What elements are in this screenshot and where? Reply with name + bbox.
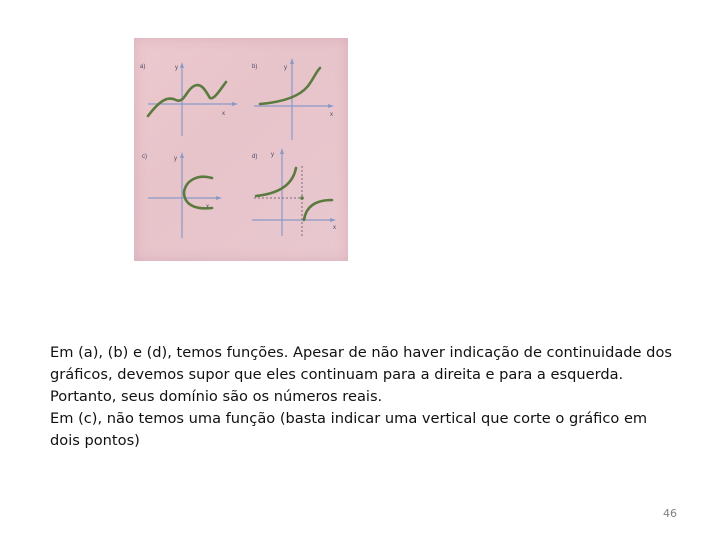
panel-b-y-label: y — [284, 65, 287, 71]
panel-b-curve — [260, 68, 320, 104]
panel-d-y-label: y — [271, 152, 274, 158]
panel-c-y-label: y — [174, 156, 177, 162]
panel-d-left-curve — [256, 168, 296, 196]
explanation-text — [50, 342, 690, 452]
panel-d-x-arrow — [330, 218, 336, 222]
panel-a-x-label: x — [222, 111, 225, 117]
panel-c — [142, 152, 222, 238]
panel-b-x-arrow — [328, 104, 334, 108]
text-line: Em (c), não temos uma função (basta indicar uma vertical que corte o gráfico em — [50, 410, 648, 427]
panel-d — [252, 148, 336, 238]
panel-b-label: b) — [252, 64, 258, 70]
panel-b-y-arrow — [290, 58, 294, 64]
panel-a-curve — [148, 82, 226, 116]
text-line: Portanto, seus domínio são os números reais. — [50, 388, 383, 405]
function-graphs-figure — [134, 38, 348, 261]
panel-a — [140, 62, 238, 136]
panel-d-y-arrow — [280, 148, 284, 154]
panel-a-x-arrow — [232, 102, 238, 106]
page-number: 46 — [663, 507, 677, 520]
text-line: gráficos, devemos supor que eles continuam para a direita e para a esquerda. — [50, 366, 624, 383]
panel-b — [252, 58, 334, 140]
graphs-svg — [134, 38, 348, 261]
panel-c-y-arrow — [180, 152, 184, 158]
panel-d-label: d) — [252, 154, 258, 160]
panel-a-y-label: y — [175, 65, 178, 71]
panel-c-x-label: x — [206, 204, 209, 210]
panel-a-y-arrow — [180, 62, 184, 68]
panel-d-x-label: x — [333, 225, 336, 231]
panel-a-label: a) — [140, 64, 146, 70]
panel-d-point — [300, 196, 304, 200]
panel-d-right-curve — [304, 200, 332, 220]
text-line: Em (a), (b) e (d), temos funções. Apesar de não haver indicação de continuidade dos — [50, 344, 672, 361]
panel-c-label: c) — [142, 154, 147, 160]
panel-c-x-arrow — [216, 196, 222, 200]
panel-b-x-label: x — [330, 112, 333, 118]
text-line: dois pontos) — [50, 432, 140, 449]
